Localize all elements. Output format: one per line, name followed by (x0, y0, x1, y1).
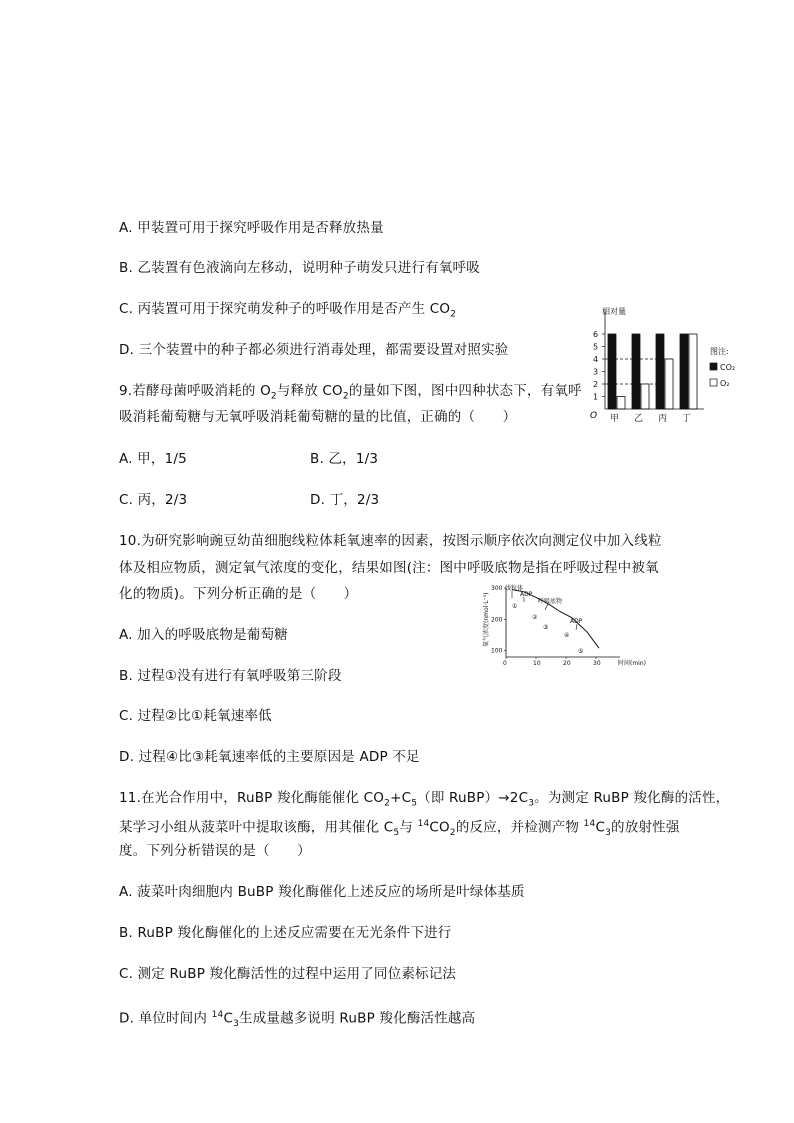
q10-stem-line-2: 体及相应物质，测定氧气浓度的变化，结果如图(注：图中呼吸底物是指在呼吸过程中被氧 (119, 560, 659, 576)
q11-option-b: B. RuBP 羧化酶催化的上述反应需要在无光条件下进行 (119, 925, 452, 941)
q11-stem-line-1: 11.在光合作用中，RuBP 羧化酶能催化 $CO_2+C_5$（即 $RuBP)\to 2C_3$。为测定 RuBP 羧化酶的活性， (119, 790, 730, 809)
bar-chart-ytick-label: 1 (593, 392, 599, 402)
bar-chart-category-label: 乙 (634, 414, 644, 424)
bar-chart-ytick-label: 4 (593, 355, 599, 364)
line-chart-ytick-label: 300 (491, 585, 503, 592)
q9-stem-line-1: 9.若酵母菌呼吸消耗的 $O_2$与释放 $CO_2$的量如下图，图中四种状态下，有氧呼 (119, 383, 582, 402)
q10-stem-line-3: 化的物质)。下列分析正确的是（ ） (119, 586, 358, 602)
q9-option-b: B. 乙，1/3 (310, 451, 379, 467)
step-label-5: ⑤ (578, 648, 584, 655)
q10-option-a: A. 加入的呼吸底物是葡萄糖 (119, 627, 288, 643)
bar-co2-0 (608, 334, 616, 409)
q10-stem-line-1: 10.为研究影响豌豆幼苗细胞线粒体耗氧速率的因素，按图示顺序依次向测定仪中加入线粒 (119, 533, 662, 549)
annotation-adp-2: ADP (570, 618, 583, 625)
q9-stem-line-2: 吸消耗葡萄糖与无氧呼吸消耗葡萄糖的量的比值，正确的（ ） (119, 409, 517, 425)
bar-chart-category-label: 丙 (658, 414, 668, 424)
q11-option-c: C. 测定 RuBP 羧化酶活性的过程中运用了同位素标记法 (119, 966, 457, 982)
line-chart-xtick-label: 0 (503, 660, 507, 667)
q10-option-b: B. 过程①没有进行有氧呼吸第三阶段 (119, 668, 342, 684)
q10-option-c: C. 过程②比①耗氧速率低 (119, 708, 272, 724)
bar-chart-ytick-label: 5 (593, 342, 599, 352)
bar-chart-origin: O (590, 411, 598, 421)
bar-chart-ytick-label: 6 (593, 330, 599, 339)
q11-option-d: D. 单位时间内 $^{14}C_3$生成量越多说明 RuBP 羧化酶活性越高 (119, 1010, 476, 1030)
legend-swatch-co2 (710, 363, 717, 370)
bar-o2-1 (641, 384, 649, 409)
q9-bar-chart (588, 305, 748, 430)
bar-chart-category-label: 丁 (682, 414, 692, 424)
q11-stem-line-3: 度。下列分析错误的是（ ） (119, 843, 311, 859)
line-chart-ytick-label: 100 (491, 647, 503, 655)
annotation-mitochondria: 线粒体 (505, 585, 524, 592)
bar-co2-2 (656, 334, 664, 409)
q8-option-a: A. 甲装置可用于探究呼吸作用是否释放热量 (119, 220, 384, 236)
annotation-adp-1: ADP (520, 591, 533, 598)
line-chart-xtick-label: 30 (593, 660, 601, 667)
step-label-4: ④ (564, 632, 570, 639)
bar-o2-0 (617, 397, 625, 410)
q9-option-c: C. 丙，2/3 (119, 492, 188, 508)
line-chart-ylabel: 氧气浓度(nmol·L⁻¹) (483, 592, 490, 647)
q8-option-d: D. 三个装置中的种子都必须进行消毒处理，都需要设置对照实验 (119, 342, 509, 358)
legend-label-co2: CO₂ (720, 363, 736, 372)
line-chart-xtick-label: 10 (533, 660, 541, 667)
q11-stem-line-2: 某学习小组从菠菜叶中提取该酶，用其催化 $C_5$与 $^{14}CO_2$的反应，并检测产物 $^{14}C_3$的放射性强 (119, 819, 680, 839)
bar-chart-ytick-label: 2 (593, 380, 599, 389)
line-chart-xtick-label: 20 (563, 660, 571, 667)
step-label-2: ② (532, 614, 538, 621)
bar-chart-legend-title: 图注: (710, 347, 729, 356)
line-chart-xlabel: 时间(min) (618, 660, 646, 667)
q9-option-d: D. 丁，2/3 (310, 492, 380, 508)
q10-option-d: D. 过程④比③耗氧速率低的主要原因是 ADP 不足 (119, 749, 420, 765)
bar-co2-1 (632, 334, 640, 409)
bar-chart-ylabel: 相对量 (602, 307, 626, 316)
q9-option-a: A. 甲，1/5 (119, 451, 187, 467)
step-label-1: ① (512, 603, 518, 610)
step-label-3: ③ (543, 624, 549, 631)
annotation-substrate: 呼吸底物 (538, 598, 563, 605)
legend-label-o2: O₂ (720, 379, 730, 388)
bar-co2-3 (680, 334, 688, 409)
bar-o2-3 (689, 334, 697, 409)
legend-swatch-o2 (710, 379, 717, 386)
bar-chart-category-label: 甲 (610, 414, 620, 424)
line-chart-ytick-label: 200 (491, 616, 503, 624)
q8-option-c: C. 丙装置可用于探究萌发种子的呼吸作用是否产生 $CO_2$ (119, 301, 457, 320)
q10-line-chart (478, 580, 668, 670)
bar-o2-2 (665, 359, 673, 409)
q11-option-a: A. 菠菜叶肉细胞内 BuBP 羧化酶催化上述反应的场所是叶绿体基质 (119, 884, 525, 900)
q8-option-b: B. 乙装置有色液滴向左移动，说明种子萌发只进行有氧呼吸 (119, 260, 480, 276)
bar-chart-ytick-label: 3 (593, 367, 599, 377)
